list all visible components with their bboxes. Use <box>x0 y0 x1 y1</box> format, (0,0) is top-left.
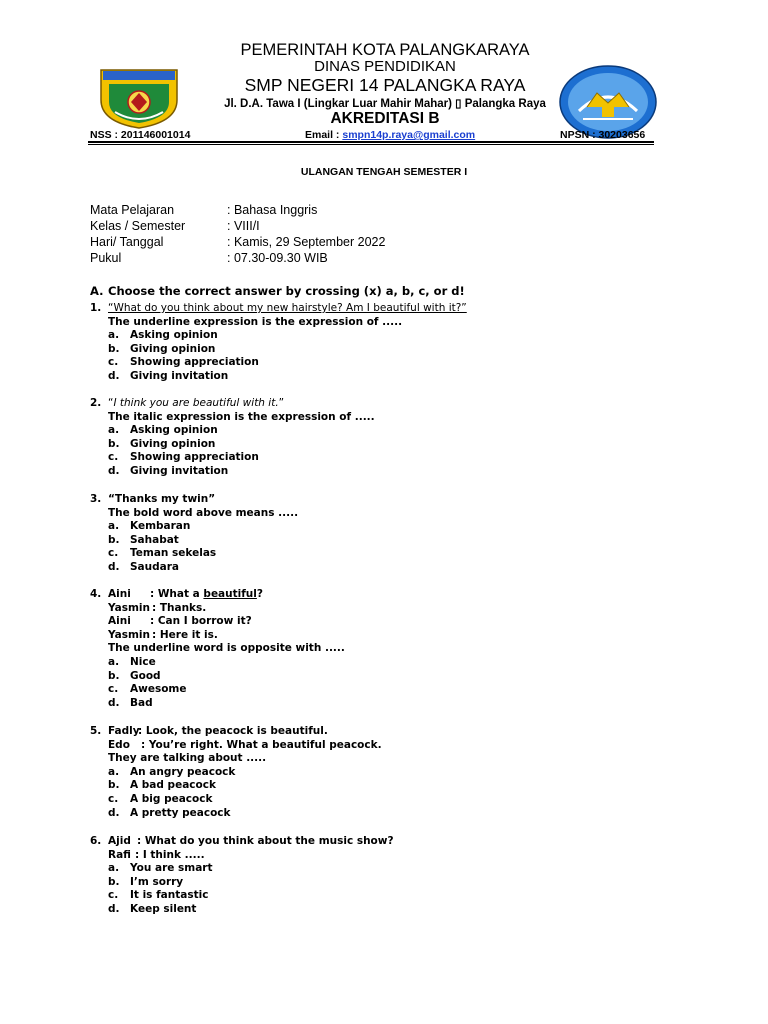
letterhead-npsn: NPSN : 30203656 <box>560 129 646 141</box>
option-text[interactable]: Asking opinion <box>130 424 218 437</box>
question-2 <box>90 397 690 481</box>
option-text[interactable]: Asking opinion <box>130 329 218 342</box>
letterhead-divider-thin <box>88 144 654 145</box>
dialog-speaker: Yasmin <box>108 628 150 641</box>
option-letter[interactable]: d. <box>108 561 120 573</box>
dialog-line <box>150 588 263 602</box>
section-instruction-text: Choose the correct answer by crossing (x) a, b, c, or d! <box>108 284 465 298</box>
dialog-text: : What a <box>150 588 204 600</box>
dialog-text: : You’re right. What a beautiful peacock. <box>141 738 382 751</box>
dialog-speaker: Aini <box>108 588 131 600</box>
question-stem: “What do you think about my new hairstyle? Am I beautiful with it?” <box>108 302 467 314</box>
letterhead-government-name: PEMERINTAH KOTA PALANGKARAYA <box>240 41 530 59</box>
letterhead-divider <box>88 141 654 143</box>
option-letter[interactable]: a. <box>108 520 120 533</box>
option-text[interactable]: A big peacock <box>130 793 213 805</box>
question-prompt: The bold word above means ..... <box>108 506 299 519</box>
option-letter[interactable]: c. <box>108 356 119 369</box>
underlined-word: beautiful <box>203 588 257 600</box>
quote-open: “ <box>108 397 114 409</box>
question-number: 2. <box>90 397 102 409</box>
dialog-speaker: Aini <box>108 615 131 628</box>
option-letter[interactable]: a. <box>108 424 120 437</box>
option-letter[interactable]: d. <box>108 370 120 382</box>
option-letter[interactable]: c. <box>108 793 119 805</box>
dialog-text: : I think ..... <box>135 848 205 861</box>
option-text[interactable]: Nice <box>130 656 156 668</box>
info-label: Mata Pelajaran <box>90 203 175 217</box>
email-link[interactable]: smpn14p.raya@gmail.com <box>342 129 476 141</box>
letterhead-school-name: SMP NEGERI 14 PALANGKA RAYA <box>244 75 526 95</box>
option-text[interactable]: Bad <box>130 696 153 709</box>
letterhead-accreditation: AKREDITASI B <box>330 110 440 127</box>
option-text[interactable]: Saudara <box>130 561 179 573</box>
question-stem <box>108 397 284 411</box>
option-letter[interactable]: d. <box>108 696 120 709</box>
question-number: 4. <box>90 588 102 600</box>
letterhead-department: DINAS PENDIDIKAN <box>314 58 456 75</box>
dialog-speaker: Rafi <box>108 848 131 861</box>
dialog-speaker: Yasmin <box>108 601 150 614</box>
info-value: : Bahasa Inggris <box>227 203 318 217</box>
option-text[interactable]: A pretty peacock <box>130 806 231 819</box>
info-label: Pukul <box>90 251 122 265</box>
dialog-text: : Here it is. <box>152 628 218 641</box>
info-label: Kelas / Semester <box>90 219 186 233</box>
question-prompt: The underline word is opposite with ..... <box>108 642 345 655</box>
email-label: Email : <box>305 129 343 141</box>
info-value: : Kamis, 29 September 2022 <box>227 235 386 249</box>
option-text[interactable]: Giving opinion <box>130 437 216 450</box>
option-letter[interactable]: c. <box>108 547 119 560</box>
option-letter[interactable]: a. <box>108 862 120 875</box>
option-text[interactable]: An angry peacock <box>130 765 236 778</box>
option-text[interactable]: It is fantastic <box>130 889 209 902</box>
italic-expression: I think you are beautiful with it. <box>113 397 279 409</box>
option-text[interactable]: Sahabat <box>130 533 179 546</box>
option-text[interactable]: Good <box>130 669 161 682</box>
option-text[interactable]: Showing appreciation <box>130 356 259 369</box>
option-letter[interactable]: a. <box>108 765 120 778</box>
info-value: : VIII/I <box>227 219 260 233</box>
question-1 <box>90 302 690 386</box>
option-text[interactable]: A bad peacock <box>130 779 216 792</box>
option-text[interactable]: Awesome <box>130 683 187 696</box>
question-prompt: The underline expression is the expression of ..... <box>108 315 403 328</box>
option-letter[interactable]: b. <box>108 437 120 450</box>
dialog-speaker: Fadly <box>108 725 140 737</box>
section-label: A. <box>90 284 104 298</box>
question-5 <box>90 725 690 823</box>
option-letter[interactable]: b. <box>108 533 120 546</box>
option-text[interactable]: Giving invitation <box>130 465 229 477</box>
question-4 <box>90 588 690 713</box>
option-text[interactable]: Showing appreciation <box>130 451 259 464</box>
dialog-text: : What do you think about the music show? <box>137 835 394 847</box>
question-3 <box>90 493 690 577</box>
option-text[interactable]: Giving invitation <box>130 370 229 382</box>
option-text[interactable]: You are smart <box>130 862 213 875</box>
option-letter[interactable]: b. <box>108 342 120 355</box>
dialog-speaker: Ajid <box>108 835 131 847</box>
option-letter[interactable]: c. <box>108 683 119 696</box>
dialog-text: : Thanks. <box>152 601 207 614</box>
option-letter[interactable]: b. <box>108 779 120 792</box>
question-number: 5. <box>90 725 102 737</box>
letterhead-nss: NSS : 201146001014 <box>90 129 191 141</box>
question-6 <box>90 835 690 919</box>
question-prompt: They are talking about ..... <box>108 752 267 765</box>
option-letter[interactable]: d. <box>108 903 120 915</box>
option-text[interactable]: Giving opinion <box>130 342 216 355</box>
option-letter[interactable]: a. <box>108 656 120 668</box>
section-a-instruction <box>90 285 690 301</box>
option-text[interactable]: I’m sorry <box>130 875 184 888</box>
dialog-text: ? <box>256 588 263 600</box>
exam-title: ULANGAN TENGAH SEMESTER I <box>300 166 468 178</box>
option-text[interactable]: Keep silent <box>130 903 197 915</box>
dialog-text: : Can I borrow it? <box>150 615 252 628</box>
letterhead-email-line <box>305 129 475 141</box>
option-letter[interactable]: d. <box>108 806 120 819</box>
option-letter[interactable]: c. <box>108 451 119 464</box>
question-stem: “Thanks my twin” <box>108 493 216 505</box>
option-letter[interactable]: b. <box>108 669 120 682</box>
info-value: : 07.30-09.30 WIB <box>227 251 328 265</box>
option-letter[interactable]: a. <box>108 329 120 342</box>
letterhead-address: Jl. D.A. Tawa I (Lingkar Luar Mahir Mahar) ▯ Palangka Raya <box>224 98 546 110</box>
option-letter[interactable]: d. <box>108 465 120 477</box>
question-number: 1. <box>90 302 102 314</box>
question-number: 6. <box>90 835 102 847</box>
quote-close: ” <box>278 397 285 409</box>
dialog-text: : Look, the peacock is beautiful. <box>138 725 328 737</box>
option-text[interactable]: Kembaran <box>130 520 191 533</box>
question-number: 3. <box>90 493 102 505</box>
option-letter[interactable]: b. <box>108 875 120 888</box>
question-prompt: The italic expression is the expression of ..... <box>108 410 375 423</box>
dialog-speaker: Edo <box>108 738 130 751</box>
option-letter[interactable]: c. <box>108 889 119 902</box>
info-label: Hari/ Tanggal <box>90 235 164 249</box>
option-text[interactable]: Teman sekelas <box>130 547 217 560</box>
